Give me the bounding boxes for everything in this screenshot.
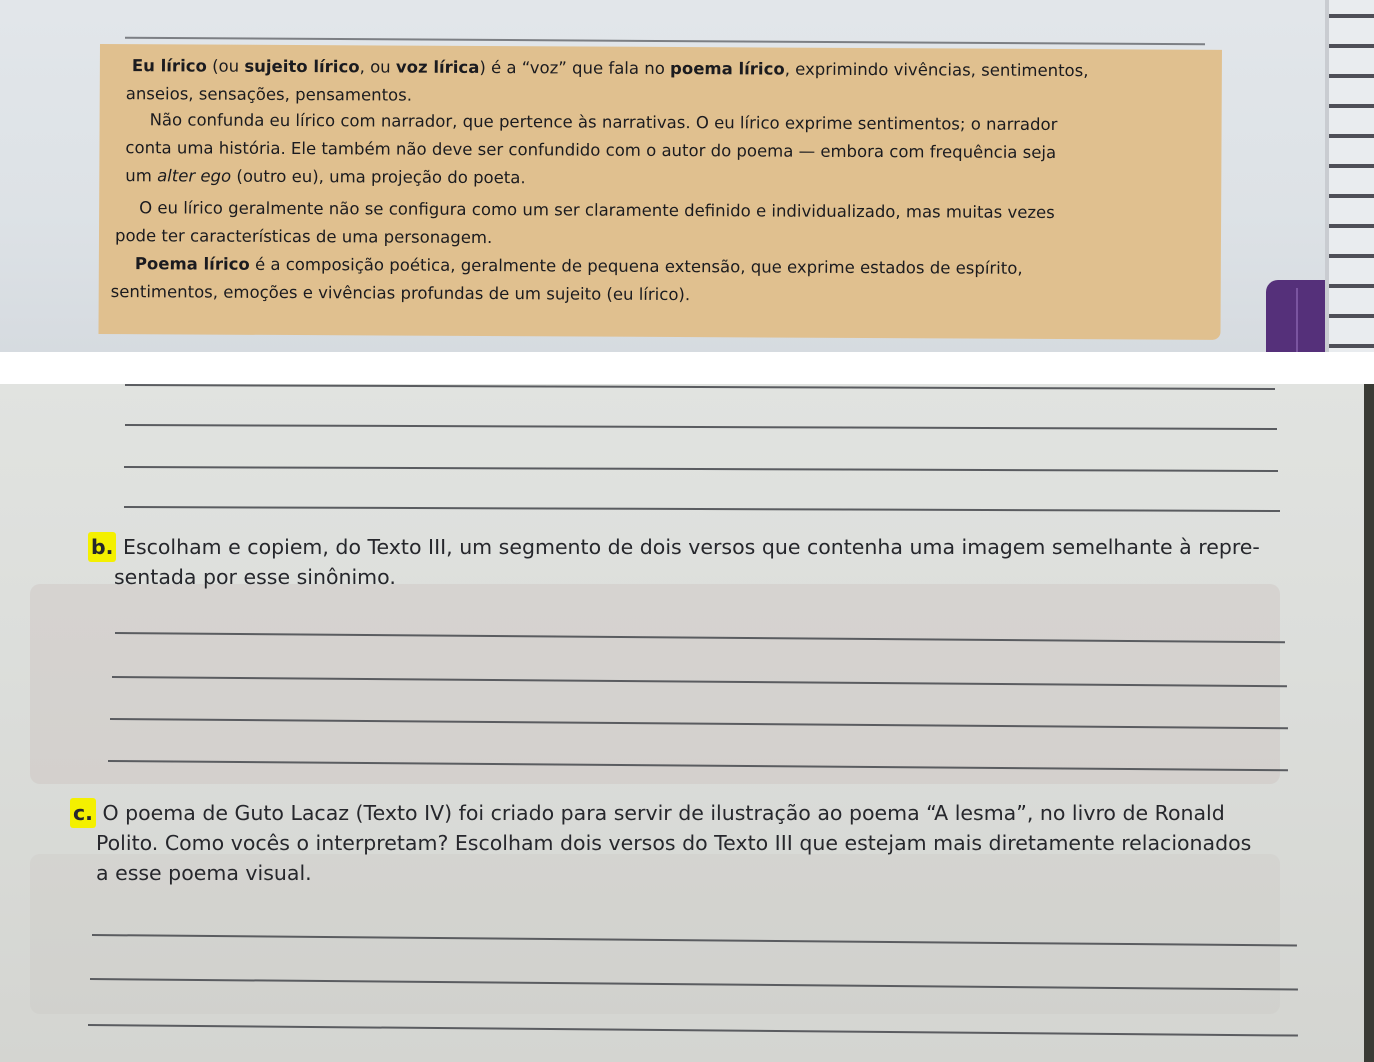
answer-line bbox=[124, 506, 1280, 512]
question-b bbox=[88, 532, 1260, 592]
concept-paragraph-personagem: O eu lírico geralmente não se configura como um ser claramente definido e individualizado, mas muitas vezes pode ter características de uma personagem. bbox=[114, 198, 1055, 248]
question-c-text-cont-2: a esse poema visual. bbox=[96, 861, 312, 885]
answer-line bbox=[88, 1024, 1298, 1036]
question-b-letter: b. bbox=[88, 532, 116, 562]
question-c-text-cont: Polito. Como vocês o interpretam? Escolham dois versos do Texto III que estejam mais diretamente relacionados bbox=[96, 831, 1252, 855]
question-c-text: O poema de Guto Lacaz (Texto IV) foi criado para servir de ilustração ao poema “A lesma”, no livro de Ronald bbox=[95, 801, 1225, 825]
page-edge bbox=[1364, 384, 1374, 1062]
spiral-binding bbox=[1325, 0, 1374, 352]
question-b-text: Escolham e copiem, do Texto III, um segmento de dois versos que contenha uma imagem semelhante à repre- bbox=[116, 535, 1260, 559]
concept-paragraph-poema-lirico: Poema lírico é a composição poética, geralmente de pequena extensão, que exprime estados de espírito, sentimentos, emoções e vivências profundas de um sujeito (eu lírico). bbox=[110, 254, 1023, 305]
concept-box bbox=[98, 44, 1222, 340]
concept-paragraph-eu-lirico: Eu lírico (ou sujeito lírico, ou voz lírica) é a “voz” que fala no poema lírico, exprimindo vivências, sentimentos, anseios, sensações, pensamentos. bbox=[125, 56, 1089, 105]
answer-line bbox=[125, 424, 1277, 430]
question-c bbox=[70, 798, 1251, 888]
bottom-photo bbox=[0, 384, 1374, 1062]
photo-separator bbox=[0, 352, 1374, 384]
question-b-text-cont: sentada por esse sinônimo. bbox=[114, 565, 396, 589]
answer-line bbox=[125, 384, 1275, 390]
top-photo bbox=[0, 0, 1374, 352]
question-c-letter: c. bbox=[70, 798, 96, 828]
answer-line bbox=[124, 466, 1278, 472]
concept-paragraph-narrador: Não confunda eu lírico com narrador, que pertence às narrativas. O eu lírico exprime sentimentos; o narrador conta uma história. Ele também não deve ser confundido com o autor do poema — embora com frequência seja um alter ego (outro eu), uma projeção do poeta. bbox=[125, 110, 1058, 188]
